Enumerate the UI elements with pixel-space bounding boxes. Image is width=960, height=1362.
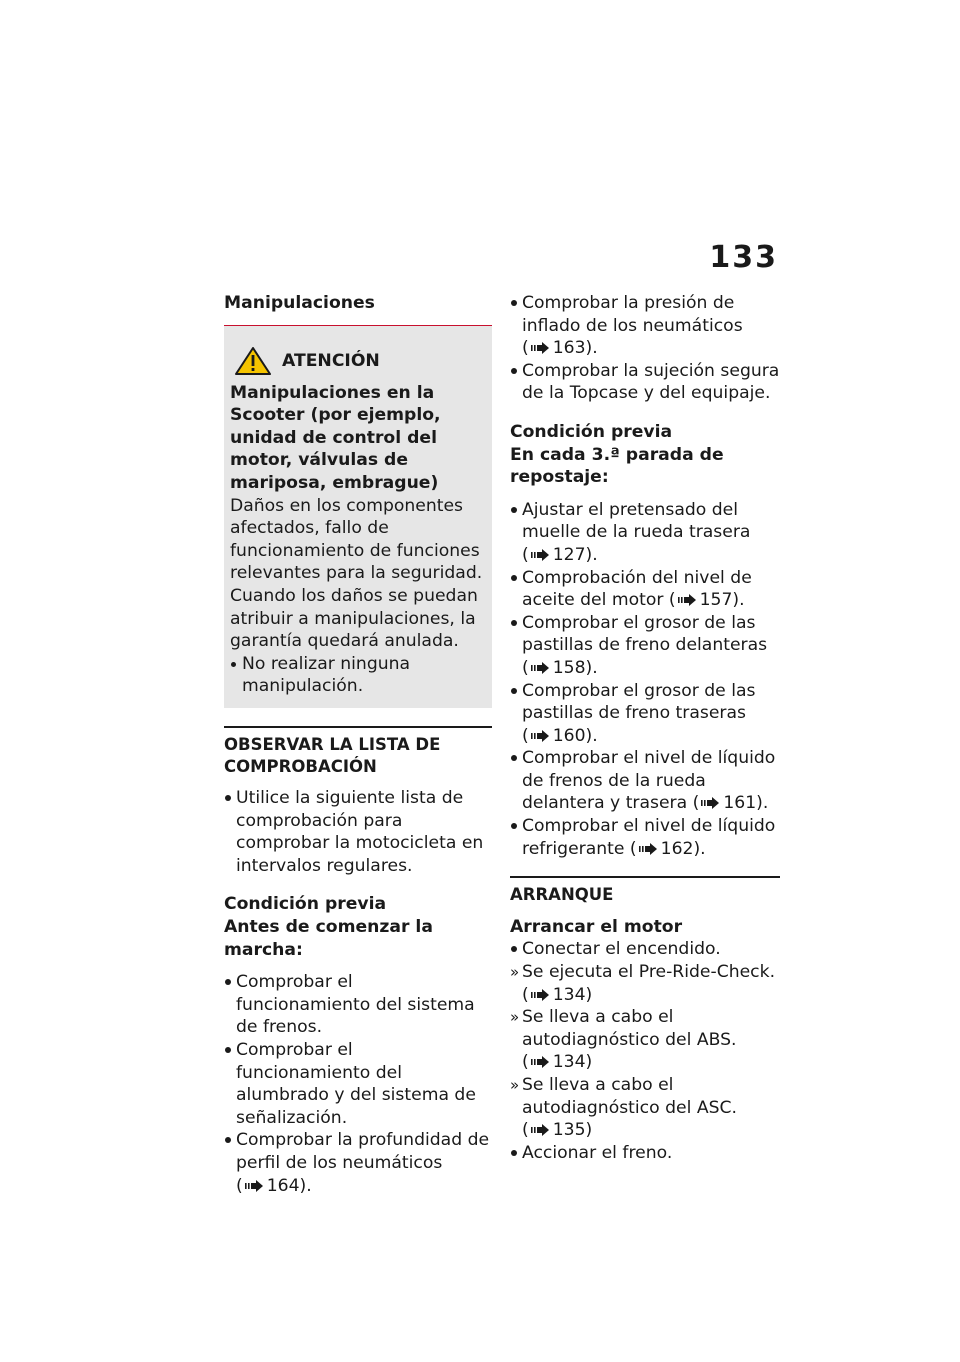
section-title: Manipulaciones	[224, 293, 375, 313]
pre-ride-list-continued	[510, 292, 780, 405]
page-reference-number: 157	[699, 590, 733, 611]
page-reference-number: 135	[552, 1120, 586, 1141]
list-item-text: Comprobar la profundidad de perfil de los neumáticos	[236, 1130, 490, 1173]
condition-label: Condición previa	[224, 894, 387, 915]
page-reference-arrow-icon	[531, 730, 549, 742]
page-reference-number: 164	[266, 1175, 300, 1196]
page-reference-arrow-icon	[245, 1180, 263, 1192]
list-item-text: Ajustar el pretensado del muelle de la rueda trasera	[522, 499, 751, 543]
list-item	[510, 292, 780, 360]
page-reference[interactable]: ( 127).	[522, 544, 598, 565]
warning-body: Daños en los componentes afectados, fallo de funcionamiento de funciones relevantes para la seguridad. Cuando los daños se puedan atribuir a manipulaciones, la garantía quedará anulada.	[230, 495, 483, 652]
list-item	[510, 499, 780, 567]
list-item-text: Comprobar el grosor de las pastillas de freno traseras	[522, 680, 756, 724]
list-item-text: Conectar el encendido.	[522, 939, 721, 960]
list-item-text: Comprobación del nivel de aceite del motor	[522, 567, 752, 611]
list-item	[224, 1129, 492, 1197]
warning-title: Manipulaciones en la Scooter (por ejemplo, unidad de control del motor, válvulas de mariposa, embrague)	[230, 382, 441, 493]
page-reference[interactable]: ( 160).	[522, 725, 598, 746]
condition-text: En cada 3.ª parada de repostaje:	[510, 444, 724, 488]
page-reference[interactable]: ( 162).	[629, 838, 706, 859]
refuel-list	[510, 499, 780, 861]
start-subheading: Arrancar el motor	[510, 916, 683, 937]
list-item	[510, 360, 780, 405]
list-item	[510, 680, 780, 748]
page-reference-arrow-icon	[531, 1124, 549, 1136]
list-item	[510, 938, 780, 961]
page-reference-arrow-icon	[531, 342, 549, 354]
section-rule	[510, 876, 780, 878]
page-reference[interactable]: ( 134)	[522, 984, 593, 1005]
page-reference-arrow-icon	[531, 989, 549, 1001]
page-reference[interactable]: ( 161).	[692, 793, 769, 814]
page-reference[interactable]: ( 157).	[668, 590, 745, 611]
page-reference-arrow-icon	[531, 549, 549, 561]
list-item-text: Comprobar el nivel de líquido refrigerante	[522, 816, 776, 859]
list-item	[510, 815, 780, 860]
list-item	[510, 1142, 780, 1165]
list-item-text: Comprobar el grosor de las pastillas de freno delanteras	[522, 612, 768, 656]
page-reference-number: 163	[552, 338, 586, 359]
page-reference-number: 127	[552, 544, 586, 565]
list-item	[510, 747, 780, 815]
warning-label: ATENCIÓN	[282, 350, 380, 371]
warning-triangle-icon	[234, 346, 272, 376]
page-reference[interactable]: ( 134)	[522, 1052, 593, 1073]
page-reference[interactable]: ( 135)	[522, 1120, 593, 1141]
page-reference-number: 134	[552, 984, 586, 1005]
left-column	[224, 292, 492, 1197]
page-reference-arrow-icon	[531, 1056, 549, 1068]
page-reference-number: 134	[552, 1052, 586, 1073]
page-reference[interactable]: ( 158).	[522, 657, 598, 678]
condition-label: Condición previa	[510, 421, 673, 442]
list-item-text: Comprobar el nivel de líquido de frenos de la rueda delantera y trasera	[522, 748, 776, 814]
page-reference[interactable]: ( 163).	[522, 338, 598, 359]
list-item-text: Se lleva a cabo el autodiagnóstico del ASC.	[522, 1075, 737, 1118]
warning-box	[224, 326, 492, 708]
list-item-text: Accionar el freno.	[522, 1142, 673, 1163]
page-reference-arrow-icon	[639, 843, 657, 855]
list-item-text: Comprobar el funcionamiento del sistema de frenos.	[236, 972, 475, 1038]
checklist-heading: OBSERVAR LA LISTA DE COMPROBACIÓN	[224, 734, 441, 776]
page-reference-number: 158	[552, 657, 586, 678]
warning-item: No realizar ninguna manipulación.	[230, 653, 486, 698]
result-item	[510, 961, 780, 1006]
page-number: 133	[709, 240, 778, 275]
page-reference-arrow-icon	[701, 797, 719, 809]
list-item-text: Se ejecuta el Pre-Ride-Check.	[522, 962, 776, 983]
page-reference-number: 162	[660, 838, 694, 859]
list-item-text: Comprobar la presión de inflado de los neumáticos	[522, 293, 743, 336]
result-item	[510, 1006, 780, 1074]
pre-ride-list	[224, 971, 492, 1197]
result-item	[510, 1074, 780, 1142]
list-item	[224, 971, 492, 1039]
page-reference-arrow-icon	[678, 594, 696, 606]
section-rule	[224, 726, 492, 728]
list-item	[510, 612, 780, 680]
right-column	[510, 292, 780, 1164]
list-item: Utilice la siguiente lista de comprobación para comprobar la motocicleta en intervalos regulares.	[224, 787, 492, 877]
list-item-text: Se lleva a cabo el autodiagnóstico del ABS.	[522, 1007, 737, 1050]
start-steps-list	[510, 938, 780, 1164]
page-reference-number: 160	[552, 725, 586, 746]
list-item-text: Comprobar la sujeción segura de la Topcase y del equipaje.	[522, 360, 780, 404]
list-item	[510, 567, 780, 612]
start-heading: ARRANQUE	[510, 885, 614, 905]
page-reference-number: 161	[723, 793, 757, 814]
condition-text: Antes de comenzar la marcha:	[224, 917, 433, 960]
page-reference[interactable]: ( 164).	[236, 1175, 312, 1196]
warning-header	[234, 346, 486, 376]
list-item-text: Comprobar el funcionamiento del alumbrado y del sistema de señalización.	[236, 1040, 476, 1128]
list-item	[224, 1039, 492, 1129]
page-reference-arrow-icon	[531, 662, 549, 674]
